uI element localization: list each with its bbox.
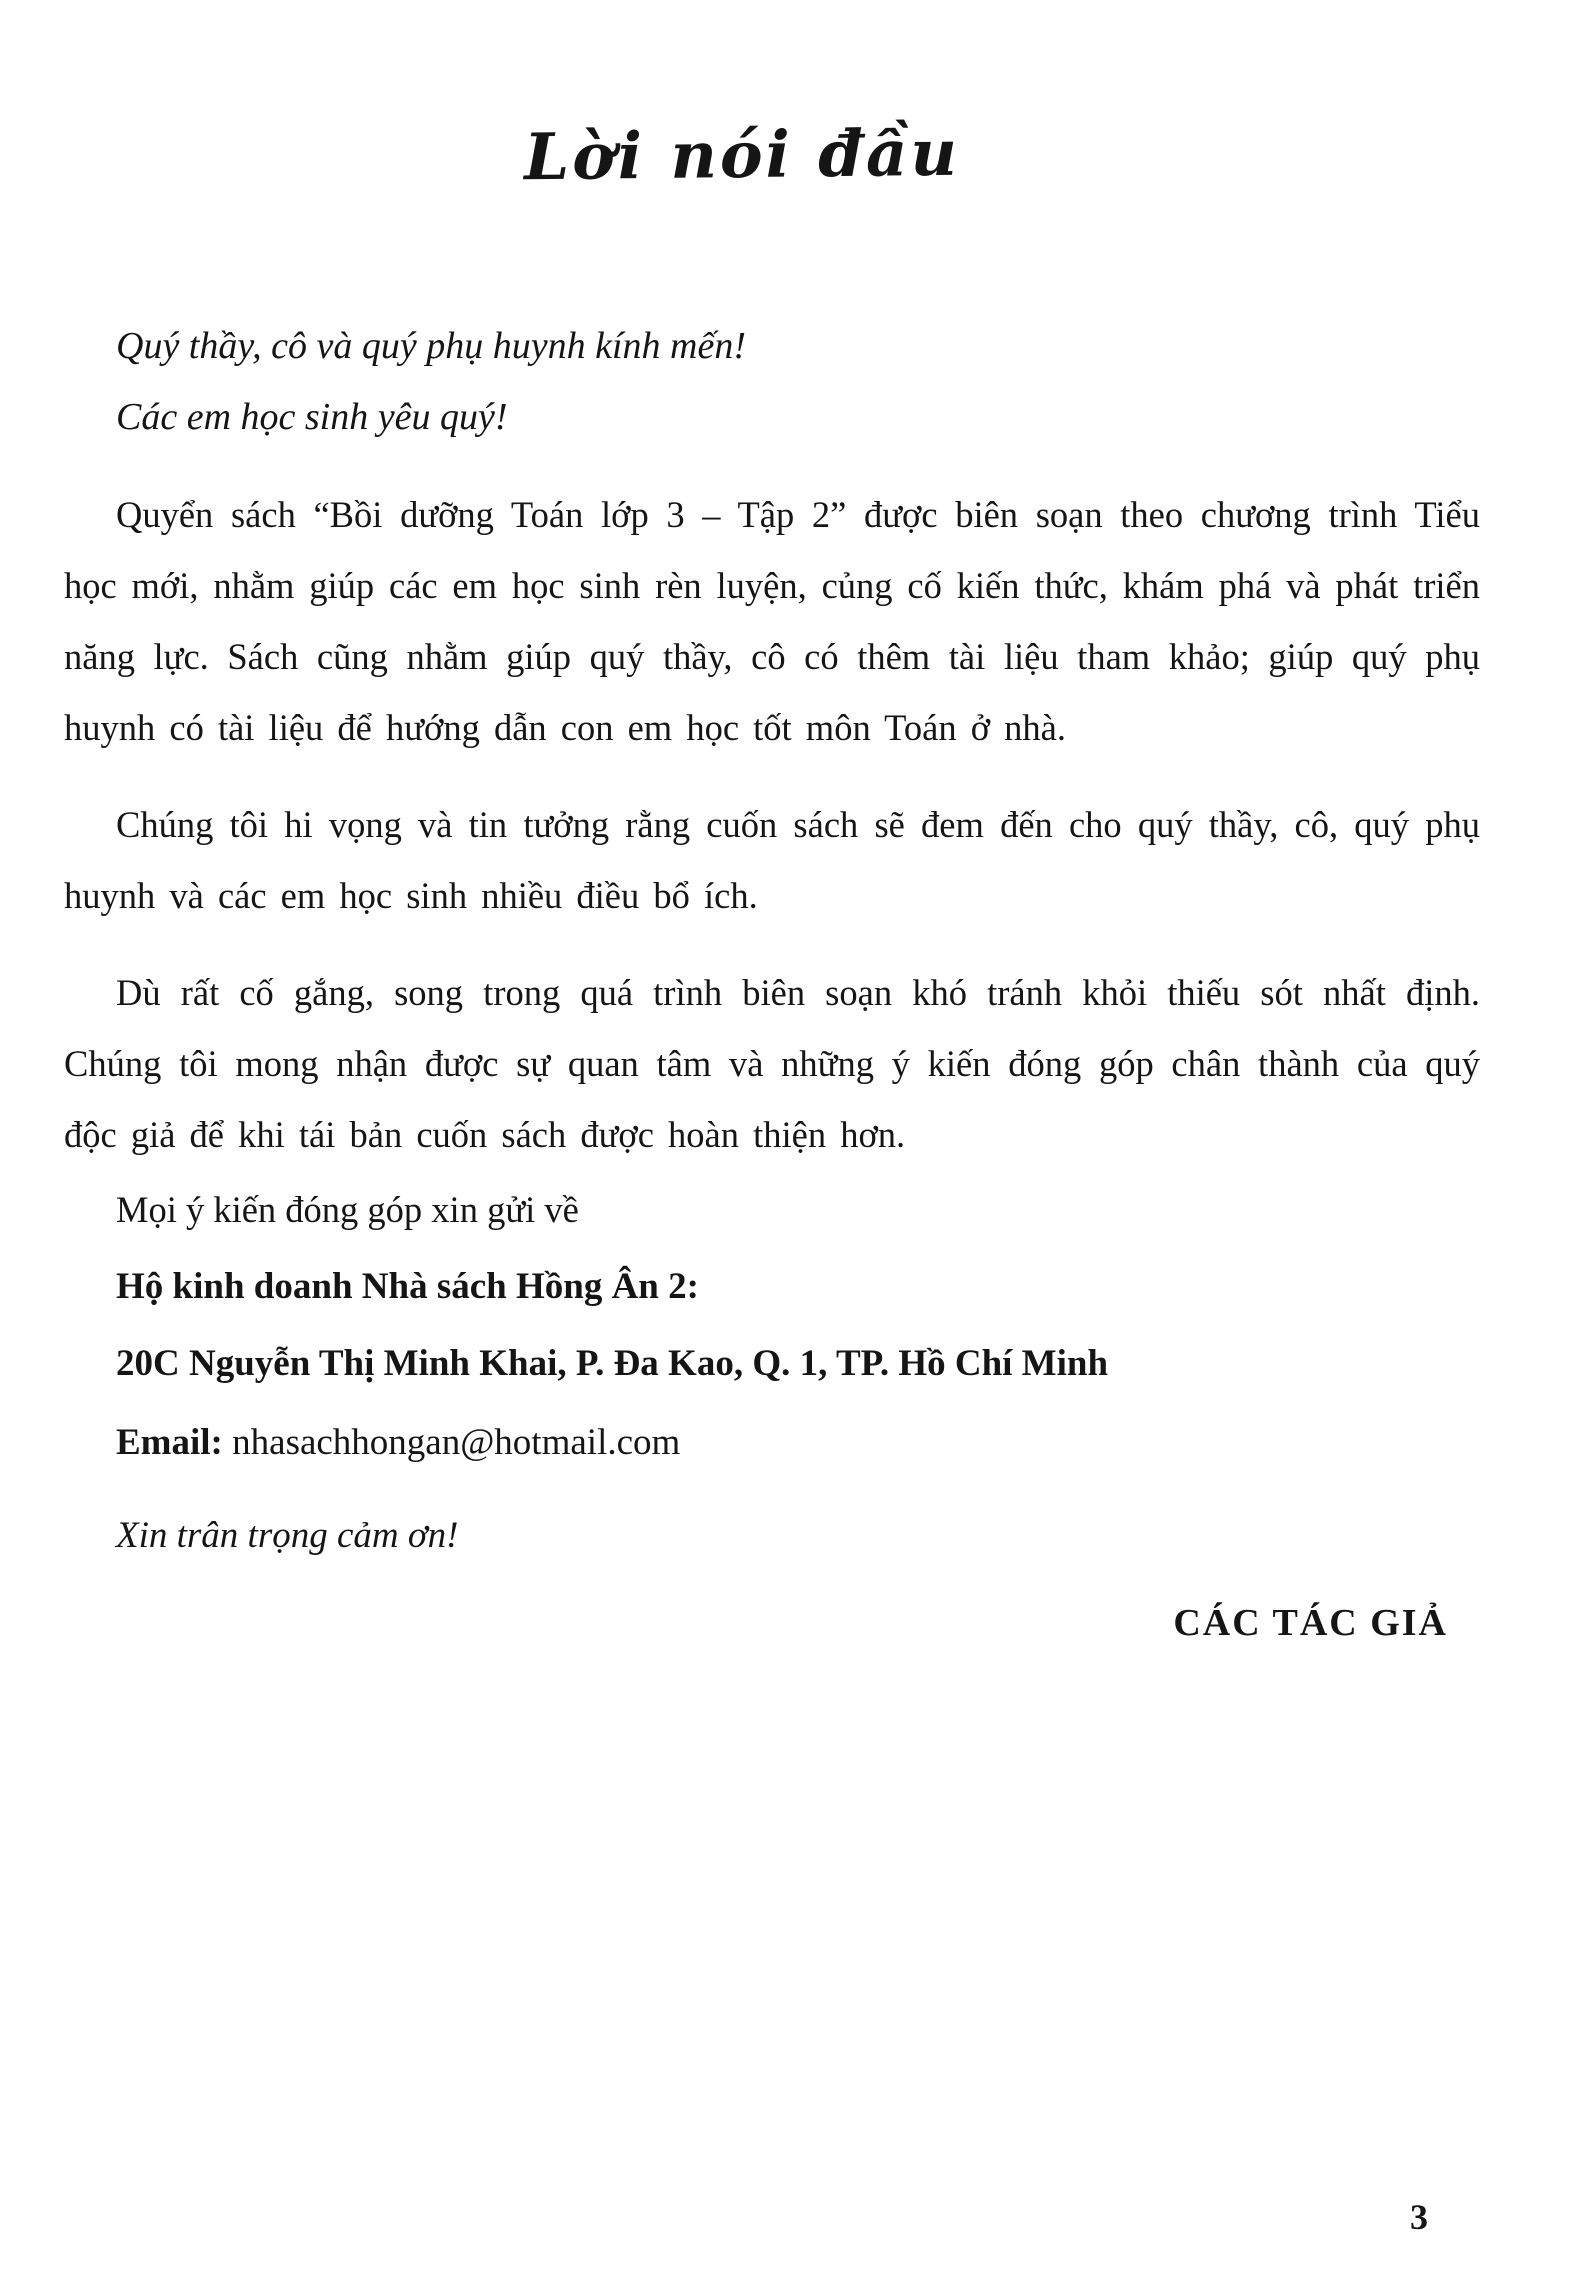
email-label: Email: [116,1422,223,1463]
email-address: nhasachhongan@hotmail.com [232,1422,681,1463]
salutation-line-students: Các em học sinh yêu quý! [116,396,508,438]
contact-intro-line: Mọi ý kiến đóng góp xin gửi về [116,1189,579,1230]
closing-thanks-line: Xin trân trọng cảm ơn! [116,1515,459,1556]
paragraph-apology: Dù rất cố gắng, song trong quá trình biên soạn khó tránh khỏi thiếu sót nhất định. Chúng tôi mong nhận được sự quan tâm và những ý kiến đóng góp chân thành của quý độc giả để khi tái bản cuốn sách được hoàn thiện hơn. [64,972,1480,1155]
page-title: Lời nói đầu [523,115,961,196]
paragraph-introduction: Quyển sách “Bồi dưỡng Toán lớp 3 – Tập 2” được biên soạn theo chương trình Tiểu học mới, nhằm giúp các em học sinh rèn luyện, củng cố kiến thức, khám phá và phát triển năng lực. Sách cũng nhằm giúp quý thầy, cô có thêm tài liệu tham khảo; giúp quý phụ huynh có tài liệu để hướng dẫn con em học tốt môn Toán ở nhà. [64,494,1480,748]
salutation-line-teachers: Quý thầy, cô và quý phụ huynh kính mến! [116,325,746,367]
authors-signature: CÁC TÁC GIẢ [1173,1602,1448,1644]
page-number: 3 [1410,2197,1428,2237]
address-line: 20C Nguyễn Thị Minh Khai, P. Đa Kao, Q. 1, TP. Hồ Chí Minh [116,1343,1109,1384]
email-line [64,1407,1480,1478]
business-name-line: Hộ kinh doanh Nhà sách Hồng Ân 2: [116,1266,699,1307]
paragraph-hope: Chúng tôi hi vọng và tin tưởng rằng cuốn sách sẽ đem đến cho quý thầy, cô, quý phụ huynh và các em học sinh nhiều điều bổ ích. [64,804,1480,916]
